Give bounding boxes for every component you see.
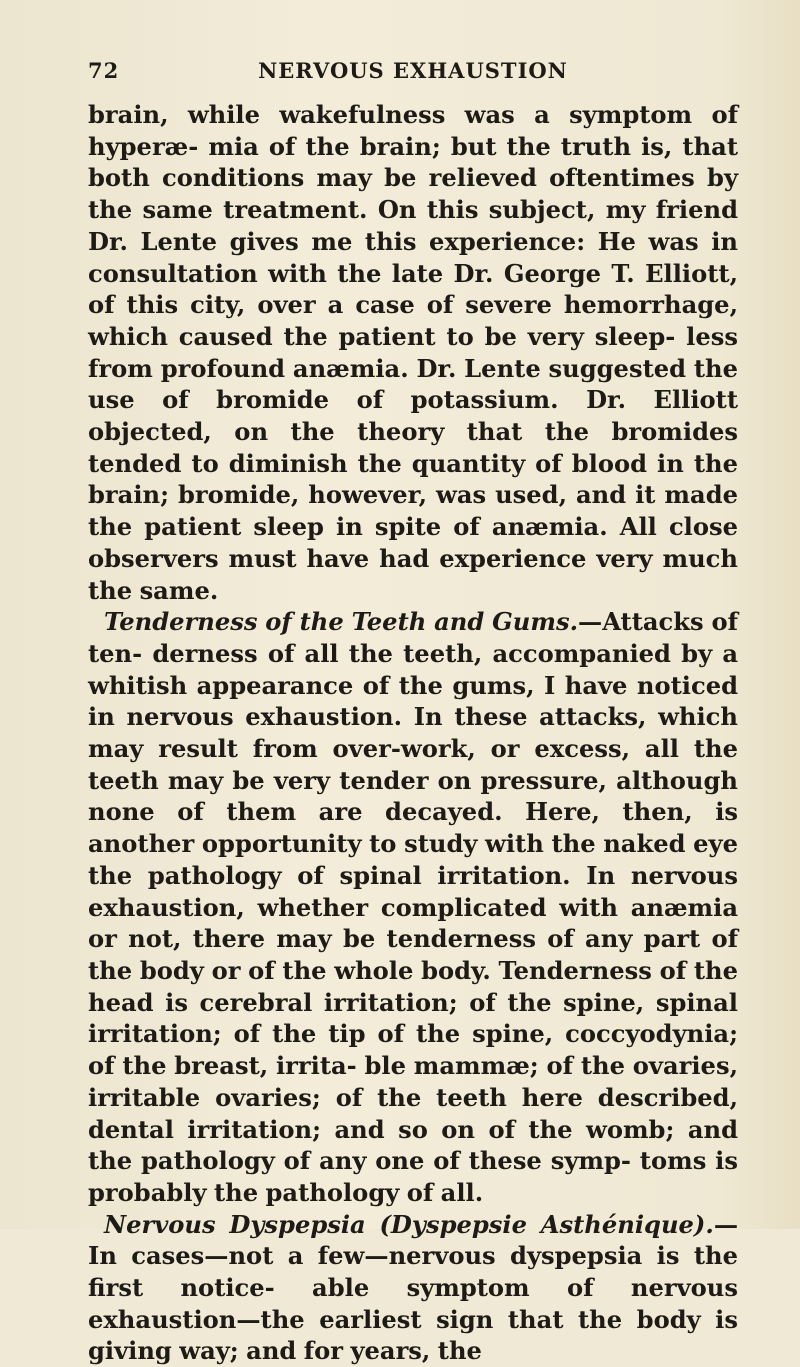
running-title: NERVOUS EXHAUSTION — [258, 58, 568, 83]
paragraph — [88, 1209, 738, 1367]
paragraph-text: —Attacks of ten- derness of all the teeth, accompanied by a whitish appearance of the gums, I have noticed in nervous exhaustion. In these attacks, which may result from over-work, or excess, all the teeth may be very tender on pressure, although none of them are decayed. Here, then, is another opportunity to study with the naked eye the pathology of spinal irritation. In nervous exhaustion, whether complicated with anæmia or not, there may be tenderness of any part of the body or of the whole body. Tenderness of the head is cerebral irritation; of the spine, spinal irritation; of the tip of the spine, coccyodynia; of the breast, irrita- ble mammæ; of the ovaries, irritable ovaries; of the teeth here described, dental irritation; and so on of the womb; and the pathology of any one of these symp- toms is probably the pathology of all. — [88, 607, 738, 1207]
paragraph — [88, 606, 738, 1208]
section-heading: Tenderness of the Teeth and Gums. — [104, 607, 578, 637]
paragraph-text: —In cases—not a few—nervous dyspepsia is the first notice- able symptom of nervous exhaustion—the earliest sign that the body is giving way; and for years, the — [88, 1209, 738, 1366]
paragraph — [88, 99, 738, 606]
section-heading: Nervous Dyspepsia (Dyspepsie Asthénique). — [104, 1209, 714, 1239]
paragraph-text: brain, while wakefulness was a symptom of hyperæ- mia of the brain; but the truth is, that both conditions may be relieved oftentimes by the same treatment. On this subject, my friend Dr. Lente gives me this experience: He was in consultation with the late Dr. George T. Elliott, of this city, over a case of severe hemorrhage, which caused the patient to be very sleep- less from profound anæmia. Dr. Lente suggested the use of bromide of potassium. Dr. Elliott objected, on the theory that the bromides tended to diminish the quantity of blood in the brain; bromide, however, was used, and it made the patient sleep in spite of anæmia. All close observers must have had experience very much the same. — [88, 100, 738, 605]
page-header — [88, 58, 738, 88]
page-number: 72 — [88, 58, 120, 83]
body-text — [88, 99, 738, 1367]
